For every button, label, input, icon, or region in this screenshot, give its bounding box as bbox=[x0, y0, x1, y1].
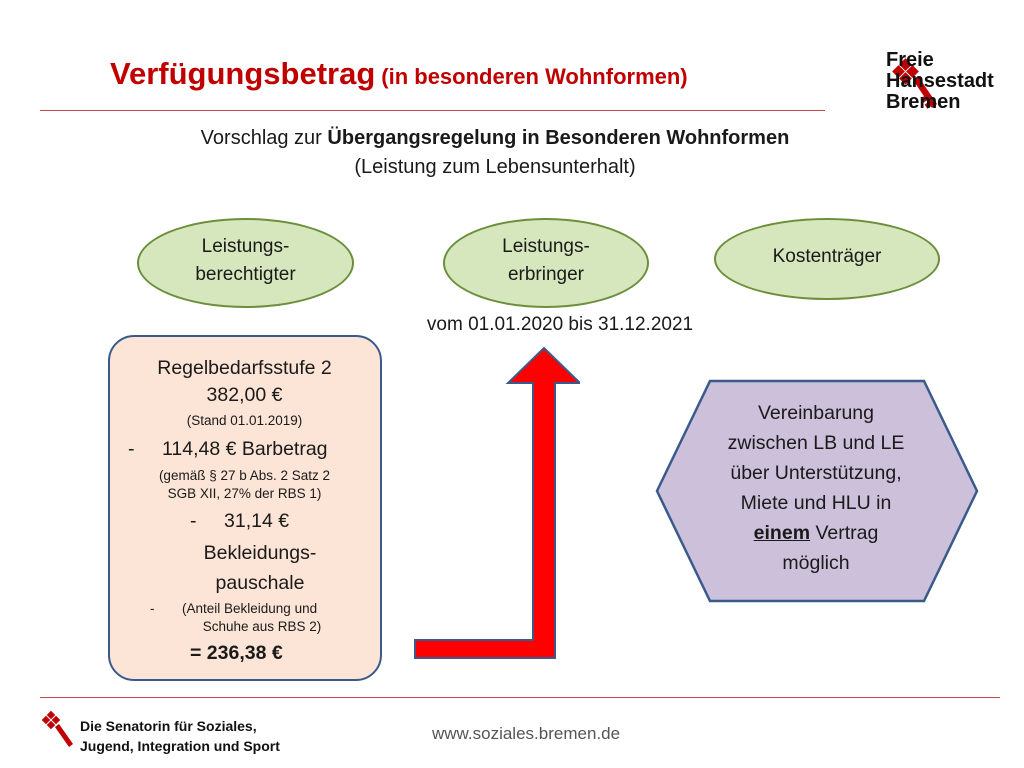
calc-line-7: 31,14 € bbox=[224, 510, 290, 532]
agreement-line-5 bbox=[690, 518, 942, 548]
calc-dash-1: - bbox=[128, 438, 135, 460]
footer-org-line-1: Die Senatorin für Soziales, bbox=[80, 718, 257, 734]
agreement-line-6: möglich bbox=[782, 552, 850, 574]
title-suffix: (in besonderen Wohnformen) bbox=[381, 64, 688, 89]
ellipse-2-line-1: Leistungs- bbox=[502, 236, 590, 257]
footer-organization bbox=[80, 716, 280, 756]
ellipse-kostentraeger bbox=[714, 218, 940, 300]
calc-line-11: Schuhe aus RBS 2) bbox=[202, 619, 322, 634]
footer-url-link[interactable]: www.soziales.bremen.de bbox=[432, 724, 621, 743]
agreement-line-2: zwischen LB und LE bbox=[727, 432, 905, 454]
calc-line-3: (Stand 01.01.2019) bbox=[186, 413, 303, 428]
agreement-line-4: Miete und HLU in bbox=[740, 492, 892, 514]
agreement-line-5-rest: Vertrag bbox=[810, 522, 879, 544]
subtitle bbox=[150, 124, 840, 182]
agreement-line-1: Vereinbarung bbox=[757, 402, 874, 424]
ellipse-2-line-2: erbringer bbox=[507, 264, 585, 285]
ellipse-1-line-1: Leistungs- bbox=[201, 236, 290, 257]
agreement-emphasis: einem bbox=[753, 522, 811, 544]
calc-line-10: (Anteil Bekleidung und bbox=[182, 601, 318, 616]
logo-line-1: Freie bbox=[886, 49, 934, 71]
ellipse-leistungsberechtigter bbox=[137, 218, 354, 308]
period-text: vom 01.01.2020 bis 31.12.2021 bbox=[426, 314, 694, 335]
title-divider bbox=[40, 110, 825, 111]
calc-result: = 236,38 € bbox=[190, 642, 283, 664]
ellipse-leistungserbringer bbox=[443, 218, 649, 308]
title-main: Verfügungsbetrag bbox=[110, 56, 376, 91]
ellipse-1-line-2: berechtigter bbox=[195, 264, 296, 285]
footer-key-logo-icon bbox=[42, 708, 76, 750]
calc-dash-2: - bbox=[190, 510, 197, 532]
agreement-text bbox=[690, 398, 942, 578]
calc-dash-3: - bbox=[150, 601, 155, 616]
subtitle-prefix: Vorschlag zur bbox=[200, 127, 328, 149]
calc-line-5: (gemäß § 27 b Abs. 2 Satz 2 bbox=[158, 468, 331, 483]
regelbedarf-box bbox=[108, 335, 382, 681]
calc-line-9: pauschale bbox=[215, 572, 305, 594]
ellipse-3-line-1: Kostenträger bbox=[772, 246, 882, 267]
logo-text bbox=[886, 50, 994, 113]
calc-line-2: 382,00 € bbox=[206, 384, 283, 406]
footer-divider bbox=[40, 697, 1000, 698]
subtitle-line-2: (Leistung zum Lebensunterhalt) bbox=[354, 156, 636, 178]
calc-line-6: SGB XII, 27% der RBS 1) bbox=[167, 486, 322, 501]
logo-line-2: Hansestadt bbox=[886, 70, 994, 92]
calc-line-8: Bekleidungs- bbox=[203, 542, 317, 564]
subtitle-bold: Übergangsregelung in Besonderen Wohnformen bbox=[327, 127, 790, 149]
calc-line-4: 114,48 € Barbetrag bbox=[162, 438, 328, 460]
agreement-line-3: über Unterstützung, bbox=[730, 462, 902, 484]
logo-line-3: Bremen bbox=[886, 91, 961, 113]
calc-line-1: Regelbedarfsstufe 2 bbox=[157, 357, 332, 379]
page-title bbox=[110, 56, 688, 92]
red-arrow-icon bbox=[410, 345, 580, 660]
footer-org-line-2: Jugend, Integration und Sport bbox=[80, 738, 280, 754]
